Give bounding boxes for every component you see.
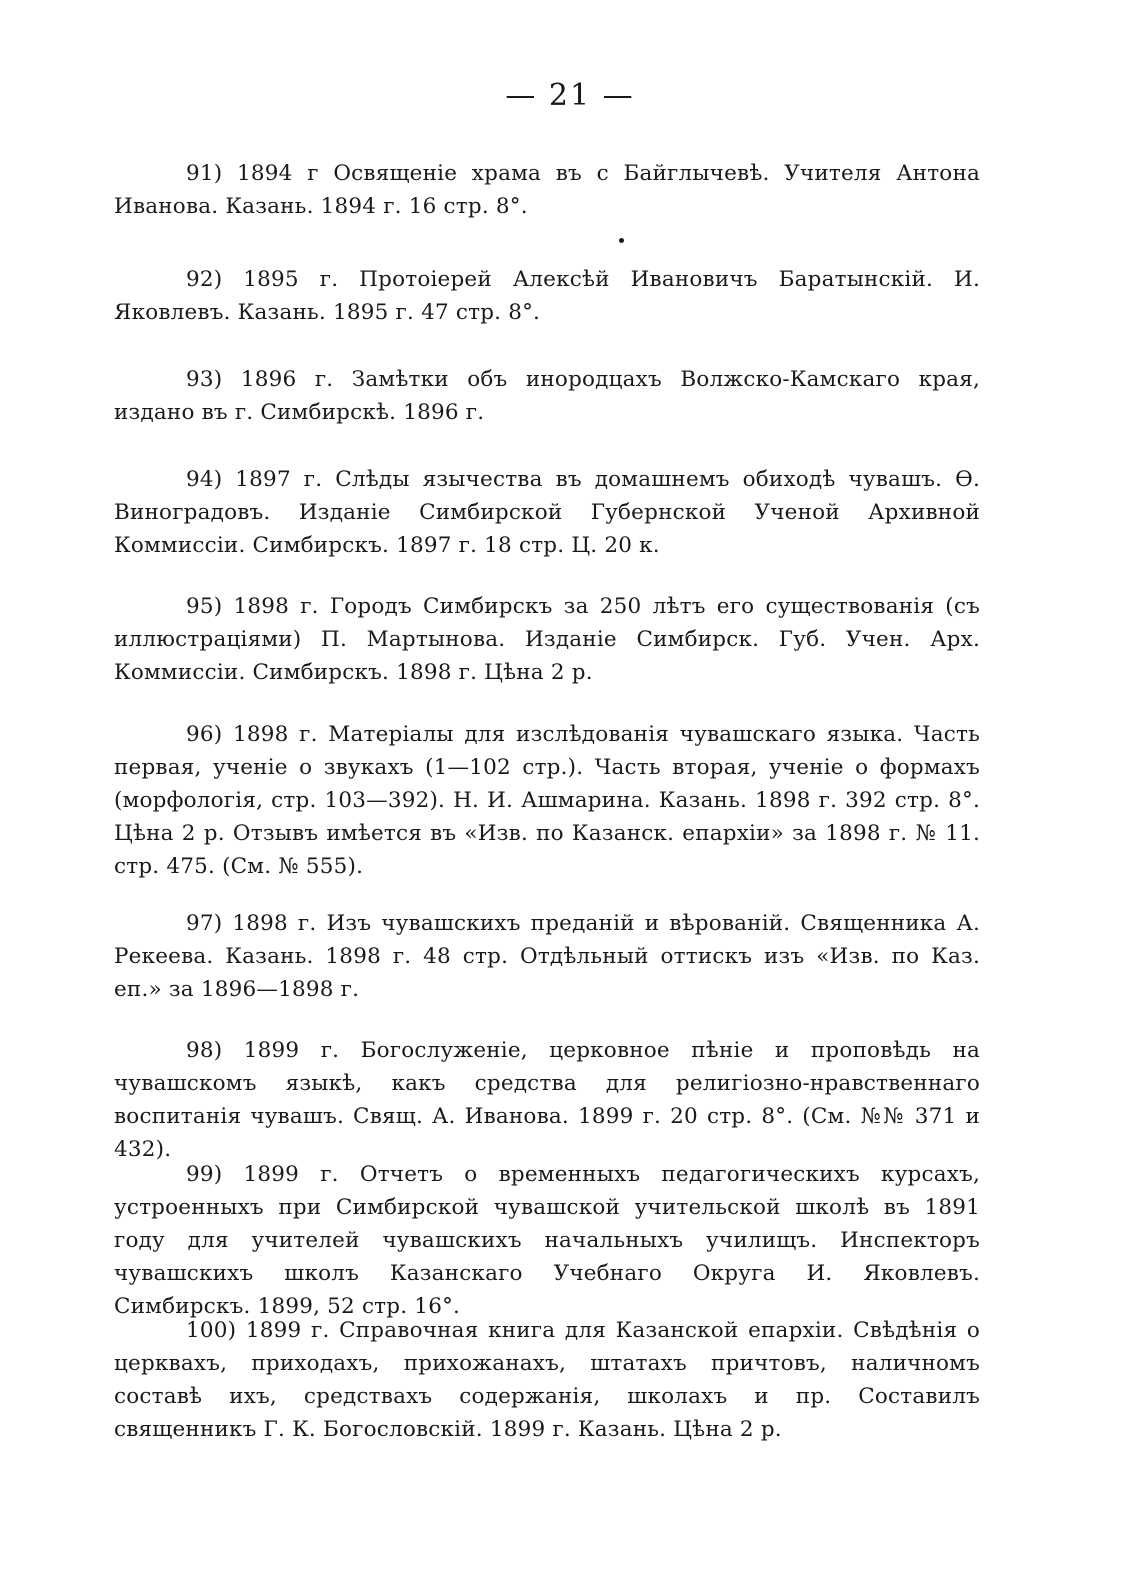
bibliography-entry-96: 96) 1898 г. Матеріалы для изслѣдованія чувашскаго языка. Часть первая, ученіе о звукахъ (1—102 стр.). Часть вторая, ученіе о формахъ (морфологія, стр. 103—392). Н. И. Ашмарина. Казань. 1898 г. 392 стр. 8°. Цѣна 2 р. Отзывъ имѣется въ «Изв. по Казанск. епархіи» за 1898 г. № 11. стр. 475. (См. № 555). <box>114 722 980 879</box>
bibliography-entry-92: 92) 1895 г. Протоіерей Алексѣй Ивановичъ Баратынскій. И. Яковлевъ. Казань. 1895 г. 47 стр. 8°. <box>114 267 980 325</box>
bibliography-entry-97: 97) 1898 г. Изъ чувашскихъ преданій и вѣрованій. Священника А. Рекеева. Казань. 1898 г. 48 стр. Отдѣльный оттискъ изъ «Изв. по Каз. еп.» за 1896—1898 г. <box>114 911 980 1002</box>
print-speck <box>619 238 624 243</box>
page-number: — 21 — <box>505 78 635 113</box>
bibliography-entry-94: 94) 1897 г. Слѣды язычества въ домашнемъ обиходѣ чувашъ. Ѳ. Виноградовъ. Изданіе Симбирской Губернской Ученой Архивной Коммиссіи. Симбирскъ. 1897 г. 18 стр. Ц. 20 к. <box>114 467 980 558</box>
bibliography-entry-100: 100) 1899 г. Справочная книга для Казанской епархіи. Свѣдѣнія о церквахъ, приходахъ, прихожанахъ, штатахъ причтовъ, наличномъ составѣ ихъ, средствахъ содержанія, школахъ и пр. Составилъ священникъ Г. К. Богословскій. 1899 г. Казань. Цѣна 2 р. <box>114 1318 980 1442</box>
bibliography-entry-91: 91) 1894 г Освященіе храма въ с Байглычевѣ. Учителя Антона Иванова. Казань. 1894 г. 16 стр. 8°. <box>114 161 980 219</box>
bibliography-entry-93: 93) 1896 г. Замѣтки объ инородцахъ Волжско-Камскаго края, издано въ г. Симбирскѣ. 1896 г. <box>114 367 980 425</box>
bibliography-entry-95: 95) 1898 г. Городъ Симбирскъ за 250 лѣтъ его существованія (съ иллюстраціями) П. Мартынова. Изданіе Симбирск. Губ. Учен. Арх. Коммиссіи. Симбирскъ. 1898 г. Цѣна 2 р. <box>114 594 980 685</box>
bibliography-entry-99: 99) 1899 г. Отчетъ о временныхъ педагогическихъ курсахъ, устроенныхъ при Симбирской чувашской учительской школѣ въ 1891 году для учителей чувашскихъ начальныхъ училищъ. Инспекторъ чувашскихъ школъ Казанскаго Учебнаго Округа И. Яковлевъ. Симбирскъ. 1899, 52 стр. 16°. <box>114 1162 980 1319</box>
bibliography-entry-98: 98) 1899 г. Богослуженіе, церковное пѣніе и проповѣдь на чувашскомъ языкѣ, какъ средства для религіозно-нравственнаго воспитанія чувашъ. Свящ. А. Иванова. 1899 г. 20 стр. 8°. (См. №№ 371 и 432). <box>114 1038 980 1162</box>
